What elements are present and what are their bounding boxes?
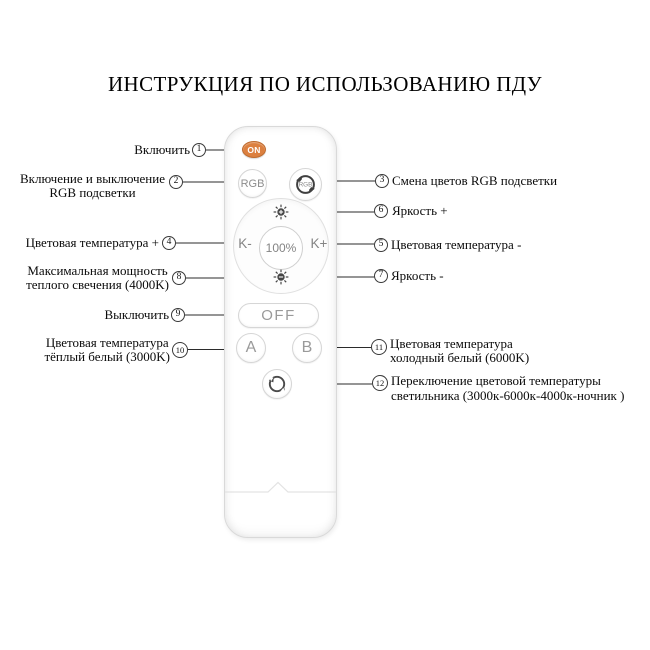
callout-number-8: 8 xyxy=(172,271,186,285)
power-on-button: ON xyxy=(242,141,266,158)
rgb-color-cycle-button xyxy=(289,168,322,201)
callout-number-5: 5 xyxy=(374,238,388,252)
label-warm-white: Цветовая температура тёплый белый (3000K) xyxy=(44,335,170,364)
label-color-temp-plus: Цветовая температура + xyxy=(25,235,159,250)
brightness-plus-icon xyxy=(273,204,289,220)
callout-number-6: 6 xyxy=(374,204,388,218)
callout-number-2: 2 xyxy=(169,175,183,189)
color-temp-minus-key: K+ xyxy=(310,235,328,251)
color-temp-plus-key: K- xyxy=(238,235,252,251)
label-power-off: Выключить xyxy=(104,307,169,322)
circular-arrows-icon xyxy=(290,169,321,200)
callout-number-12: 12 xyxy=(372,375,388,391)
callout-number-3: 3 xyxy=(375,174,389,188)
label-brightness-minus: Яркость - xyxy=(391,268,444,283)
callout-number-7: 7 xyxy=(374,269,388,283)
label-color-temp-minus: Цветовая температура - xyxy=(391,237,522,252)
label-max-warm-power: Максимальная мощность теплого свечения (4000K) xyxy=(26,263,169,292)
label-rgb-toggle: Включение и выключение RGB подсветки xyxy=(19,171,165,200)
label-brightness-plus: Яркость + xyxy=(392,203,448,218)
cold-white-button: B xyxy=(292,333,322,363)
callout-number-1: 1 xyxy=(192,143,206,157)
page-title: ИНСТРУКЦИЯ ПО ИСПОЛЬЗОВАНИЮ ПДУ xyxy=(107,72,543,96)
label-power-on: Включить xyxy=(134,142,190,157)
label-temp-cycle: Переключение цветовой температуры светильника (3000к-6000к-4000к-ночник ) xyxy=(391,373,625,403)
temperature-cycle-button xyxy=(262,369,292,399)
rgb-toggle-button: RGB xyxy=(238,169,267,198)
label-cold-white: Цветовая температура холодный белый (6000K) xyxy=(390,336,530,365)
brightness-minus-icon xyxy=(273,269,289,285)
svg-text:RGB: RGB xyxy=(298,181,313,189)
callout-number-10: 10 xyxy=(172,342,188,358)
callout-number-9: 9 xyxy=(171,308,185,322)
circular-arrow-icon xyxy=(263,370,291,398)
callout-number-11: 11 xyxy=(371,339,387,355)
callout-number-4: 4 xyxy=(162,236,176,250)
power-off-button: OFF xyxy=(238,303,319,328)
warm-white-button: A xyxy=(236,333,266,363)
full-power-button: 100% xyxy=(259,226,303,270)
label-rgb-color-change: Смена цветов RGB подсветки xyxy=(392,173,558,188)
